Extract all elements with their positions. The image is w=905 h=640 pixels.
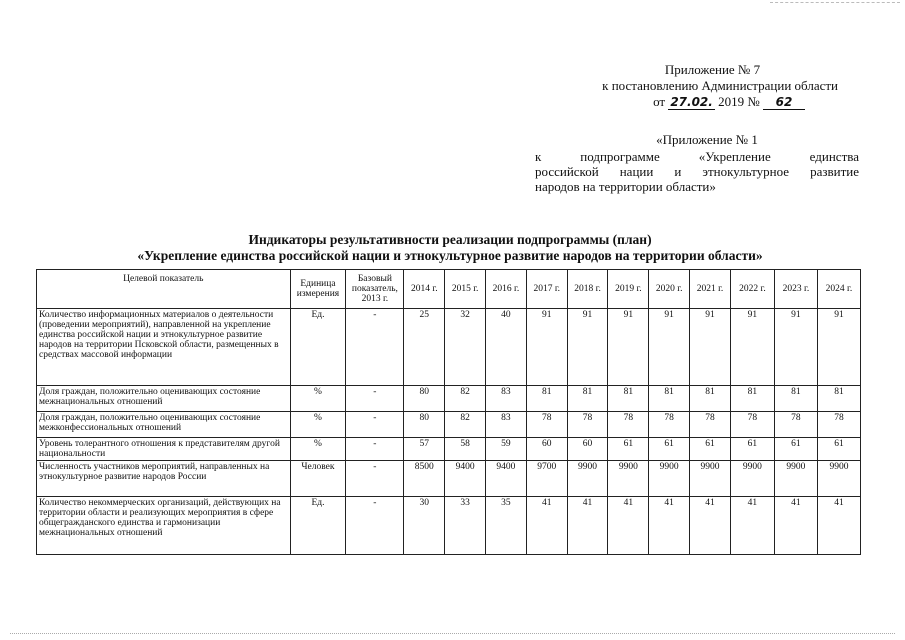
- value-cell: -: [346, 461, 404, 497]
- value-cell: 91: [690, 309, 731, 386]
- document-heading: [40, 232, 860, 264]
- value-cell: 9900: [649, 461, 690, 497]
- appendix1-line2: российской нации и этнокультурное развитие: [535, 164, 859, 179]
- value-cell: 61: [649, 438, 690, 461]
- value-cell: 80: [404, 386, 445, 412]
- value-cell: 41: [730, 497, 774, 555]
- unit-cell: Ед.: [290, 497, 346, 555]
- header-cell: 2014 г.: [404, 270, 445, 309]
- table-row: [37, 461, 861, 497]
- value-cell: 78: [567, 412, 608, 438]
- handwritten-date: 27.02.: [670, 95, 713, 109]
- value-cell: 41: [567, 497, 608, 555]
- value-cell: 91: [730, 309, 774, 386]
- value-cell: 41: [817, 497, 860, 555]
- handwritten-number: 62: [763, 96, 805, 110]
- unit-cell: %: [290, 412, 346, 438]
- value-cell: 41: [608, 497, 649, 555]
- unit-cell: Ед.: [290, 309, 346, 386]
- header-cell: 2015 г.: [445, 270, 486, 309]
- heading-line1: Индикаторы результативности реализации подпрограммы (план): [248, 232, 652, 247]
- table-row: [37, 309, 861, 386]
- value-cell: 91: [817, 309, 860, 386]
- header-cell: 2022 г.: [730, 270, 774, 309]
- value-cell: 61: [774, 438, 817, 461]
- value-cell: 80: [404, 412, 445, 438]
- indicator-name-cell: Уровень толерантного отношения к представителям другой национальности: [37, 438, 291, 461]
- appendix-resolution: к постановлению Администрации области: [602, 78, 838, 93]
- unit-cell: %: [290, 386, 346, 412]
- value-cell: 25: [404, 309, 445, 386]
- value-cell: -: [346, 497, 404, 555]
- indicator-name-cell: Количество информационных материалов о деятельности (проведении мероприятий), направленной на укрепление единства российской нации и этнокультурное развитие народов на территории Псковской области, размещенных в средствах массовой информации: [37, 309, 291, 386]
- appendix1-title: «Приложение № 1: [656, 132, 758, 147]
- value-cell: 91: [608, 309, 649, 386]
- value-cell: 61: [690, 438, 731, 461]
- table-row: [37, 438, 861, 461]
- header-cell: 2019 г.: [608, 270, 649, 309]
- value-cell: 41: [526, 497, 567, 555]
- table-row: [37, 386, 861, 412]
- value-cell: 61: [817, 438, 860, 461]
- header-cell: 2023 г.: [774, 270, 817, 309]
- appendix1-line1: к подпрограмме «Укрепление единства: [535, 149, 859, 164]
- unit-cell: Человек: [290, 461, 346, 497]
- indicator-name-cell: Доля граждан, положительно оценивающих состояние межконфессиональных отношений: [37, 412, 291, 438]
- value-cell: 57: [404, 438, 445, 461]
- value-cell: 91: [774, 309, 817, 386]
- value-cell: 9900: [567, 461, 608, 497]
- value-cell: 81: [649, 386, 690, 412]
- appendix-block: [535, 62, 860, 110]
- value-cell: 81: [608, 386, 649, 412]
- value-cell: 78: [526, 412, 567, 438]
- appendix-date-line: [535, 94, 860, 110]
- indicator-name-cell: Доля граждан, положительно оценивающих состояние межнациональных отношений: [37, 386, 291, 412]
- value-cell: 81: [690, 386, 731, 412]
- value-cell: 60: [567, 438, 608, 461]
- year-text: 2019 №: [718, 94, 760, 109]
- indicators-table: [36, 269, 861, 555]
- value-cell: 58: [445, 438, 486, 461]
- heading-line2: «Укрепление единства российской нации и этнокультурное развитие народов на территории области»: [137, 248, 763, 263]
- value-cell: 9400: [445, 461, 486, 497]
- value-cell: 9900: [608, 461, 649, 497]
- value-cell: 81: [526, 386, 567, 412]
- value-cell: 81: [774, 386, 817, 412]
- value-cell: 30: [404, 497, 445, 555]
- value-cell: 8500: [404, 461, 445, 497]
- header-cell: 2020 г.: [649, 270, 690, 309]
- value-cell: 78: [649, 412, 690, 438]
- value-cell: 91: [526, 309, 567, 386]
- value-cell: 91: [567, 309, 608, 386]
- value-cell: -: [346, 438, 404, 461]
- value-cell: 78: [730, 412, 774, 438]
- value-cell: 41: [649, 497, 690, 555]
- value-cell: 83: [486, 386, 527, 412]
- value-cell: 78: [817, 412, 860, 438]
- value-cell: 61: [608, 438, 649, 461]
- value-cell: 9900: [730, 461, 774, 497]
- header-cell: 2018 г.: [567, 270, 608, 309]
- value-cell: 81: [730, 386, 774, 412]
- header-cell: 2017 г.: [526, 270, 567, 309]
- appendix1-block: [535, 132, 859, 194]
- value-cell: 9900: [817, 461, 860, 497]
- table-header-row: [37, 270, 861, 309]
- value-cell: -: [346, 412, 404, 438]
- header-cell: 2016 г.: [486, 270, 527, 309]
- value-cell: 35: [486, 497, 527, 555]
- header-cell: 2024 г.: [817, 270, 860, 309]
- table-row: [37, 497, 861, 555]
- value-cell: -: [346, 386, 404, 412]
- value-cell: 82: [445, 386, 486, 412]
- appendix1-line3: народов на территории области»: [535, 179, 716, 194]
- value-cell: 82: [445, 412, 486, 438]
- value-cell: 61: [730, 438, 774, 461]
- appendix-title: Приложение № 7: [664, 62, 761, 77]
- scan-edge-bottom: [10, 633, 895, 634]
- value-cell: 41: [690, 497, 731, 555]
- header-cell: Базовый показатель, 2013 г.: [346, 270, 404, 309]
- value-cell: 9900: [690, 461, 731, 497]
- value-cell: 40: [486, 309, 527, 386]
- table-row: [37, 412, 861, 438]
- indicator-name-cell: Численность участников мероприятий, направленных на этнокультурное развитие народов России: [37, 461, 291, 497]
- value-cell: 9700: [526, 461, 567, 497]
- value-cell: -: [346, 309, 404, 386]
- header-cell: 2021 г.: [690, 270, 731, 309]
- value-cell: 83: [486, 412, 527, 438]
- value-cell: 32: [445, 309, 486, 386]
- value-cell: 9900: [774, 461, 817, 497]
- header-cell: Единица измерения: [290, 270, 346, 309]
- value-cell: 81: [567, 386, 608, 412]
- value-cell: 60: [526, 438, 567, 461]
- value-cell: 78: [774, 412, 817, 438]
- value-cell: 33: [445, 497, 486, 555]
- value-cell: 59: [486, 438, 527, 461]
- value-cell: 78: [690, 412, 731, 438]
- value-cell: 41: [774, 497, 817, 555]
- value-cell: 78: [608, 412, 649, 438]
- value-cell: 91: [649, 309, 690, 386]
- value-cell: 81: [817, 386, 860, 412]
- header-indicator: Целевой показатель: [37, 270, 291, 309]
- value-cell: 9400: [486, 461, 527, 497]
- scan-edge-top: [770, 2, 900, 3]
- date-prefix: от: [653, 94, 666, 109]
- indicator-name-cell: Количество некоммерческих организаций, действующих на территории области и реализующих мероприятия в сфере общегражданского единства и гармонизации межнациональных отношений: [37, 497, 291, 555]
- unit-cell: %: [290, 438, 346, 461]
